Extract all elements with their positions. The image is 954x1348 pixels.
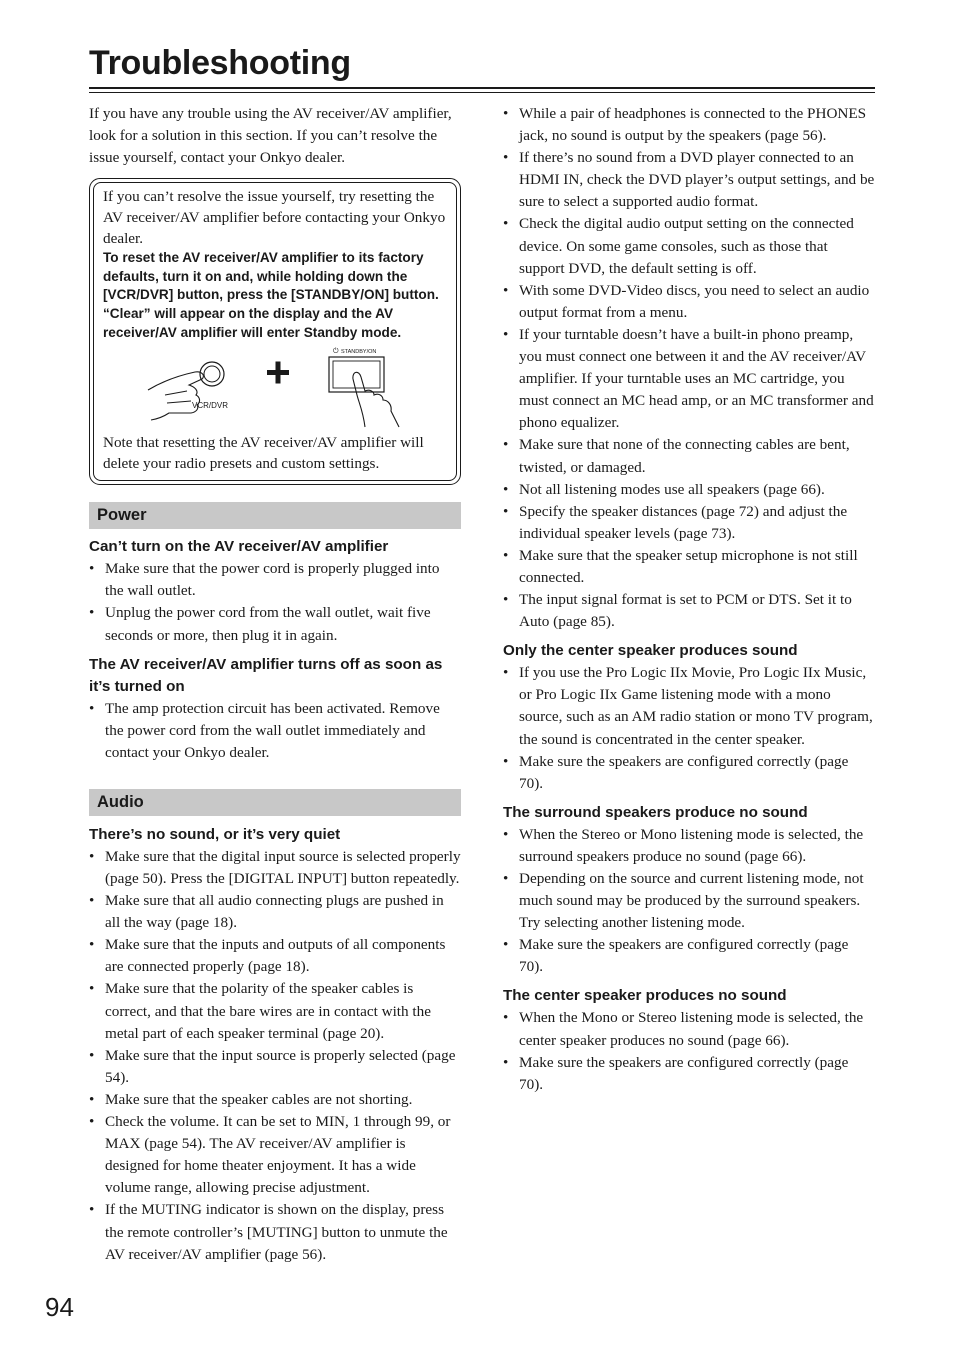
no-sound-list-continued [503, 103, 875, 633]
power-symbol-icon: ⏻ [333, 347, 339, 356]
list-item: • Make sure that the power cord is properly plugged into the wall outlet. [89, 558, 461, 602]
list-item: • Make sure the speakers are configured correctly (page 70). [503, 1052, 875, 1096]
page-number: 94 [45, 1292, 74, 1322]
list-item: • Make sure that all audio connecting plugs are pushed in all the way (page 18). [89, 890, 461, 934]
surround-none-list [503, 824, 875, 979]
problem-title-center-none: The center speaker produces no sound [503, 987, 787, 1005]
list-item: • Make sure that the digital input source is selected properly (page 50). Press the [DIGITAL INPUT] button repeatedly. [89, 846, 461, 890]
right-column [503, 103, 875, 1096]
reset-illustration [103, 347, 447, 430]
problem-title-center-only: Only the center speaker produces sound [503, 642, 798, 660]
list-item: • If the MUTING indicator is shown on the display, press the remote controller’s [MUTING] button to unmute the AV receiver/AV amplifier (page 56). [89, 1199, 461, 1265]
list-item: • When the Mono or Stereo listening mode is selected, the center speaker produces no sound (page 66). [503, 1007, 875, 1051]
list-item: • Depending on the source and current listening mode, not much sound may be produced by the surround speakers. Try selecting another listening mode. [503, 868, 875, 934]
title-rule-thin [89, 92, 875, 93]
list-item: • Check the digital audio output setting on the connected device. On some game consoles, such as those that support DVD, the default setting is off. [503, 213, 875, 279]
turns-off-list [89, 698, 461, 764]
audio-section-header: Audio [89, 789, 461, 816]
list-item: • The input signal format is set to PCM or DTS. Set it to Auto (page 85). [503, 589, 875, 633]
list-item: • Not all listening modes use all speakers (page 66). [503, 479, 875, 501]
center-none-list [503, 1007, 875, 1095]
list-item: • When the Stereo or Mono listening mode is selected, the surround speakers produce no sound (page 66). [503, 824, 875, 868]
problem-title-no-sound: There’s no sound, or it’s very quiet [89, 825, 341, 843]
vcr-dvr-button-icon [148, 362, 224, 420]
list-item: • Make sure that the polarity of the speaker cables is correct, and that the bare wires are in contact with the metal part of each speaker terminal (page 20). [89, 978, 461, 1044]
list-item: • Make sure that the speaker setup microphone is not still connected. [503, 545, 875, 589]
list-item: • Make sure that the inputs and outputs of all components are connected properly (page 18). [89, 934, 461, 978]
title-rule-thick [89, 87, 875, 89]
standby-on-label: STANDBY/ON [341, 349, 377, 356]
list-item: • The amp protection circuit has been activated. Remove the power cord from the wall outlet immediately and contact your Onkyo dealer. [89, 698, 461, 764]
reset-instructions: To reset the AV receiver/AV amplifier to its factory defaults, turn it on and, while holding down the [VCR/DVR] button, press the [STANDBY/ON] button. “Clear” will appear on the display and the AV receiver/AV amplifier will enter Standby mode. [103, 250, 439, 340]
list-item: • With some DVD-Video discs, you need to select an audio output format from a menu. [503, 280, 875, 324]
page-title: Troubleshooting [89, 44, 351, 82]
plus-icon [267, 362, 289, 384]
standby-on-button-icon [329, 357, 399, 427]
list-item: • If you use the Pro Logic IIx Movie, Pro Logic IIx Music, or Pro Logic IIx Game listening mode with a mono source, such as an AM radio station or mono TV program, the sound is concentrated in the center speaker. [503, 662, 875, 750]
list-item: • If there’s no sound from a DVD player connected to an HDMI IN, check the DVD player’s output settings, and be sure to select a supported audio format. [503, 147, 875, 213]
list-item: • Check the volume. It can be set to MIN, 1 through 99, or MAX (page 54). The AV receiver/AV amplifier is designed for home theater enjoyment. It has a wide volume range, allowing precise adjustment. [89, 1111, 461, 1199]
reset-note-box [89, 178, 461, 485]
list-item: • While a pair of headphones is connected to the PHONES jack, no sound is output by the speakers (page 56). [503, 103, 875, 147]
cant-turn-on-list [89, 558, 461, 646]
list-item: • Specify the speaker distances (page 72) and adjust the individual speaker levels (page 73). [503, 501, 875, 545]
vcr-dvr-label: VCR/DVR [192, 401, 229, 411]
left-column [89, 103, 461, 1266]
list-item: • Make sure that the input source is properly selected (page 54). [89, 1045, 461, 1089]
problem-title-surround-none: The surround speakers produce no sound [503, 803, 808, 821]
problem-title-turns-off: The AV receiver/AV amplifier turns off as soon as it’s turned on [89, 655, 443, 695]
power-section-header: Power [89, 502, 461, 529]
problem-title-cant-turn-on: Can’t turn on the AV receiver/AV amplifier [89, 538, 389, 556]
reset-intro-text: If you can’t resolve the issue yourself, try resetting the AV receiver/AV amplifier before contacting your Onkyo dealer. [103, 188, 446, 248]
list-item: • Unplug the power cord from the wall outlet, wait five seconds or more, then plug it in again. [89, 602, 461, 646]
list-item: • If your turntable doesn’t have a built-in phono preamp, you must connect one between it and the AV receiver/AV amplifier. If your turntable uses an MC cartridge, you must connect an MC head amp, or an MC transformer and phono equalizer. [503, 324, 875, 434]
list-item: • Make sure the speakers are configured correctly (page 70). [503, 934, 875, 978]
intro-paragraph: If you have any trouble using the AV receiver/AV amplifier, look for a solution in this section. If you can’t resolve the issue yourself, contact your Onkyo dealer. [89, 105, 452, 167]
list-item: • Make sure that the speaker cables are not shorting. [89, 1089, 461, 1111]
list-item: • Make sure that none of the connecting cables are bent, twisted, or damaged. [503, 434, 875, 478]
list-item: • Make sure the speakers are configured correctly (page 70). [503, 751, 875, 795]
reset-warning-note: Note that resetting the AV receiver/AV amplifier will delete your radio presets and custom settings. [103, 434, 424, 473]
no-sound-list [89, 846, 461, 1266]
center-only-list [503, 662, 875, 795]
